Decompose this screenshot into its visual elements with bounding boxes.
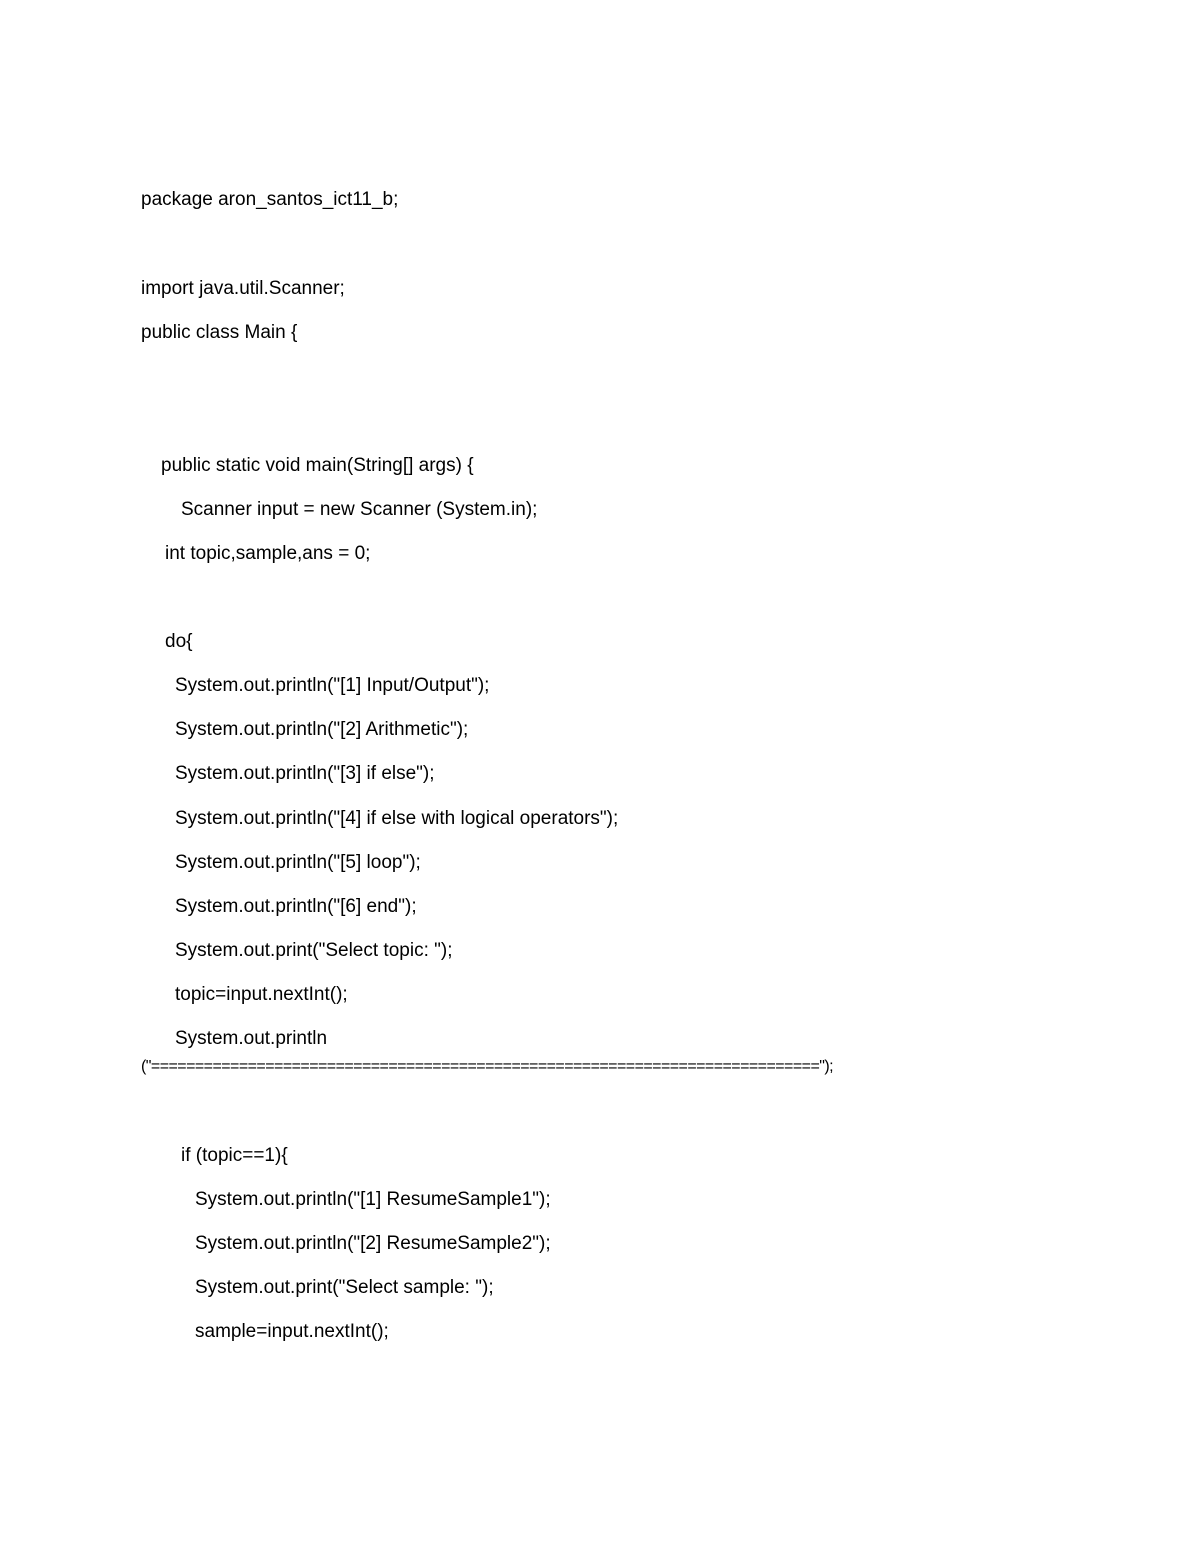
- code-line-println-2: System.out.println("[2] Arithmetic");: [175, 719, 469, 740]
- code-line-println-4: System.out.println("[4] if else with logical operators");: [175, 808, 619, 829]
- code-line-import: import java.util.Scanner;: [141, 278, 345, 299]
- code-line-separator-string: ("============================================================================");: [141, 1058, 834, 1075]
- code-line-do: do{: [165, 631, 193, 652]
- code-line-resume-sample-2: System.out.println("[2] ResumeSample2");: [195, 1233, 551, 1254]
- code-line-int-decl: int topic,sample,ans = 0;: [165, 543, 371, 564]
- code-line-println-6: System.out.println("[6] end");: [175, 896, 417, 917]
- code-line-sample-input: sample=input.nextInt();: [195, 1321, 389, 1342]
- code-line-class-decl: public class Main {: [141, 322, 298, 343]
- code-line-print-select-topic: System.out.print("Select topic: ");: [175, 940, 453, 961]
- code-line-println-separator: System.out.println: [175, 1028, 328, 1049]
- code-line-resume-sample-1: System.out.println("[1] ResumeSample1");: [195, 1189, 551, 1210]
- code-line-topic-input: topic=input.nextInt();: [175, 984, 348, 1005]
- code-line-println-1: System.out.println("[1] Input/Output");: [175, 675, 490, 696]
- code-line-package: package aron_santos_ict11_b;: [141, 189, 399, 210]
- code-line-println-5: System.out.println("[5] loop");: [175, 852, 421, 873]
- code-line-if-topic: if (topic==1){: [181, 1145, 288, 1166]
- code-line-println-3: System.out.println("[3] if else");: [175, 763, 435, 784]
- code-line-main-decl: public static void main(String[] args) {: [161, 455, 474, 476]
- code-line-print-select-sample: System.out.print("Select sample: ");: [195, 1277, 494, 1298]
- code-line-scanner: Scanner input = new Scanner (System.in);: [181, 499, 538, 520]
